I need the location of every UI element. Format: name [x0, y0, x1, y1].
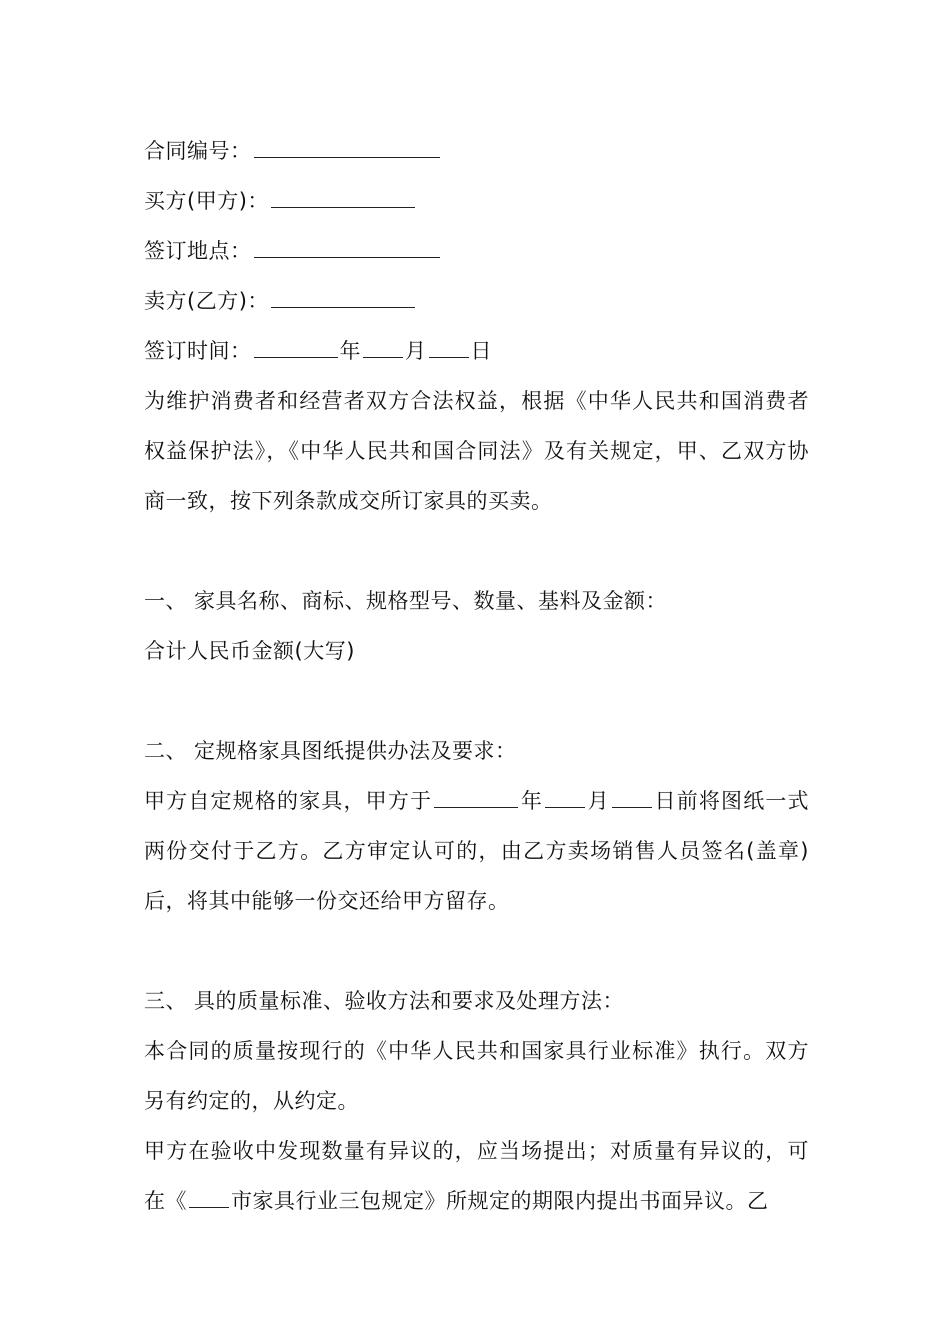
month-label: 月 — [405, 339, 427, 363]
buyer-label: 买方(甲方)： — [144, 189, 269, 213]
day-label: 日 — [470, 339, 492, 363]
section-3-number: 三、 — [144, 989, 187, 1013]
section-3-text-b: 市家具行业三包规定》所规定的期限内提出书面异议。乙 — [231, 1189, 769, 1213]
buyer-row — [144, 176, 809, 226]
signing-time-label: 签订时间： — [144, 339, 252, 363]
signing-place-row — [144, 226, 809, 276]
section-2-year: 年 — [520, 789, 544, 813]
drawing-month-blank — [545, 787, 585, 808]
contract-number-blank — [254, 137, 440, 158]
contract-number-row — [144, 126, 809, 176]
section-2-text-b: 日前将图纸一式两份交付于乙方。乙方审定认可的，由乙方卖场销售人员签名(盖章)后，将其中能够一份交还给甲方留存。 — [144, 789, 810, 913]
buyer-blank — [271, 187, 415, 208]
section-1-number: 一、 — [144, 589, 187, 613]
signing-year-blank — [254, 337, 338, 358]
section-1-total: 合计人民币金额(大写) — [144, 639, 355, 663]
section-3-text-a: 甲方在验收中发现数量有异议的，应当场提出；对质量有异议的，可在《 — [144, 1139, 809, 1213]
section-2-title: 定规格家具图纸提供办法及要求： — [194, 739, 517, 763]
section-2-month: 月 — [587, 789, 610, 813]
seller-label: 卖方(乙方)： — [144, 289, 269, 313]
section-3-title: 具的质量标准、验收方法和要求及处理方法： — [194, 989, 624, 1013]
section-2-text-a: 甲方自定规格的家具，甲方于 — [144, 789, 433, 813]
section-3-paragraph-1: 本合同的质量按现行的《中华人民共和国家具行业标准》执行。双方另有约定的，从约定。 — [144, 1039, 809, 1113]
drawing-day-blank — [612, 787, 652, 808]
spacer — [144, 676, 809, 726]
contract-body — [144, 126, 809, 1226]
section-1-heading — [144, 576, 809, 626]
seller-row — [144, 276, 809, 326]
section-2-number: 二、 — [144, 739, 187, 763]
city-blank — [189, 1187, 229, 1208]
signing-place-label: 签订地点： — [144, 239, 252, 263]
section-2-paragraph — [144, 776, 809, 926]
spacer — [144, 926, 809, 976]
signing-place-blank — [254, 237, 440, 258]
drawing-year-blank — [434, 787, 518, 808]
seller-blank — [271, 287, 415, 308]
spacer — [144, 526, 809, 576]
signing-time-row — [144, 326, 809, 376]
section-1-title: 家具名称、商标、规格型号、数量、基料及金额： — [194, 589, 667, 613]
signing-month-blank — [363, 337, 403, 358]
section-2-heading — [144, 726, 809, 776]
year-label: 年 — [339, 339, 361, 363]
contract-number-label: 合同编号： — [144, 139, 252, 163]
section-3-heading — [144, 976, 809, 1026]
signing-day-blank — [429, 337, 469, 358]
intro-paragraph: 为维护消费者和经营者双方合法权益，根据《中华人民共和国消费者权益保护法》，《中华人民共和国合同法》及有关规定，甲、乙双方协商一致，按下列条款成交所订家具的买卖。 — [144, 389, 809, 513]
section-3-paragraph-2 — [144, 1126, 809, 1226]
